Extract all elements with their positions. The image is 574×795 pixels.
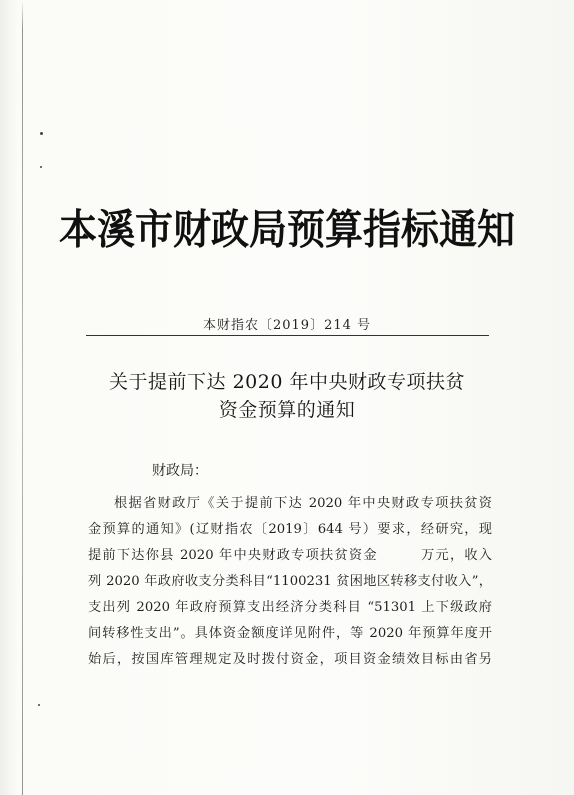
header-rule	[86, 335, 489, 336]
document-number: 本财指农〔2019〕214 号	[202, 318, 372, 333]
body-line: 支出列 2020 年政府预算支出经济分类科目 “51301 上下级政府	[88, 600, 492, 615]
body-line: 间转移性支出”。具体资金额度详见附件，等 2020 年预算年度开	[88, 626, 492, 641]
scan-speck	[38, 704, 40, 706]
body-line: 列 2020 年政府收支分类科目“1100231 贫困地区转移支付收入”，	[88, 574, 492, 589]
body-line: 始后，按国库管理规定及时拨付资金，项目资金绩效目标由省另	[88, 652, 492, 667]
scan-speck	[40, 132, 43, 135]
notice-subtitle-line-1: 关于提前下达 2020 年中央财政专项扶贫	[109, 371, 465, 393]
addressee: 财政局：	[152, 463, 208, 479]
body-line: 金预算的通知》(辽财指农〔2019〕644 号）要求，经研究，现	[88, 522, 492, 537]
scan-speck	[40, 166, 42, 168]
body-line: 提前下达你县 2020 年中央财政专项扶贫资金 万元，收入	[88, 548, 492, 563]
document-title: 本溪市财政局预算指标通知	[58, 205, 515, 254]
body-line: 根据省财政厅《关于提前下达 2020 年中央财政专项扶贫资	[114, 496, 492, 511]
notice-subtitle-line-2: 资金预算的通知	[218, 399, 356, 421]
